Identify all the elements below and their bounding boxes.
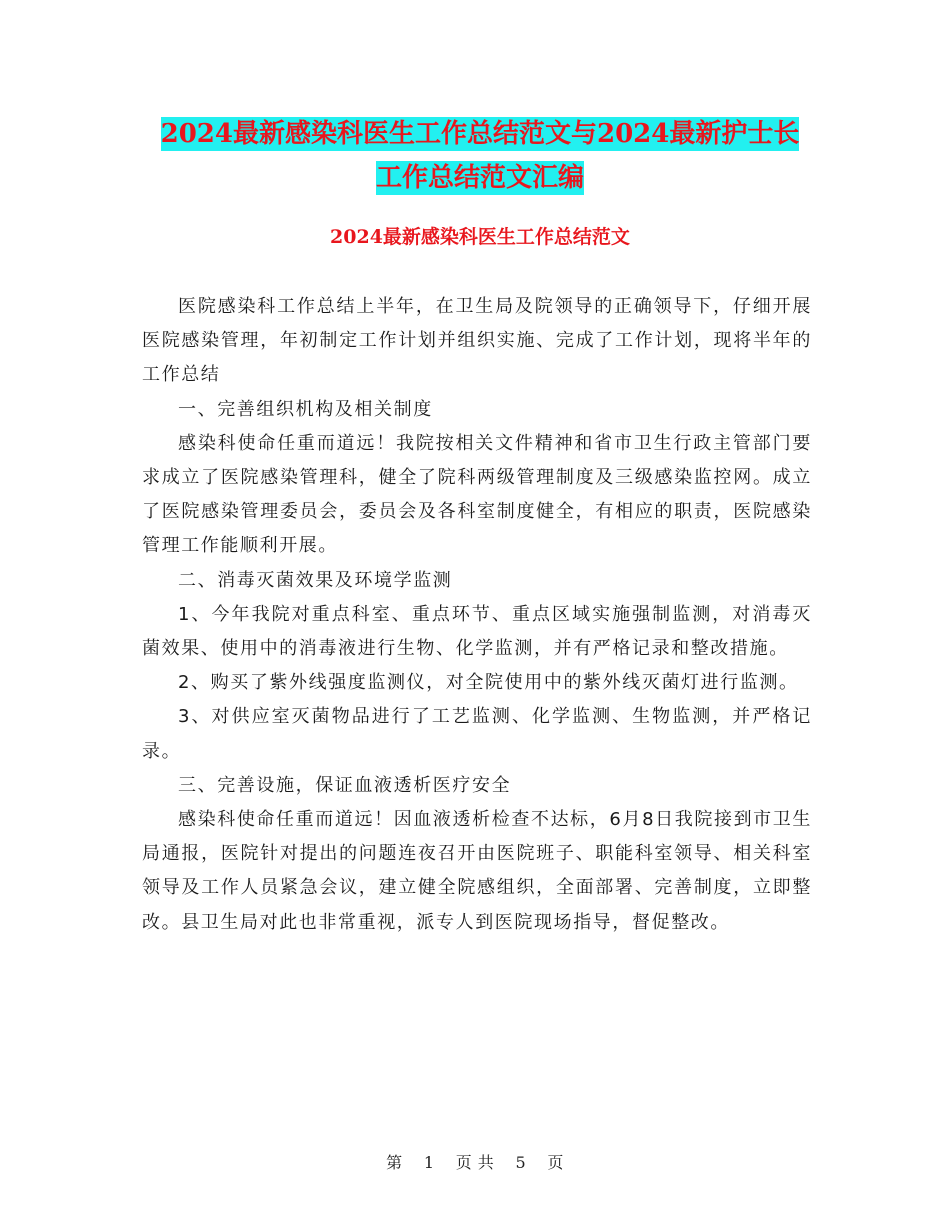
document-title [130,112,830,200]
paragraph-disinfection-2: 2、购买了紫外线强度监测仪，对全院使用中的紫外线灭菌灯进行监测。 [178,672,799,694]
section-title: 2024最新感染科医生工作总结范文 [330,226,630,248]
paragraph-disinfection-1: 1、今年我院对重点科室、重点环节、重点区域实施强制监测，对消毒灭菌效果、使用中的消毒液进行生物、化学监测，并有严格记录和整改措施。 [142,603,812,660]
heading-organization: 一、完善组织机构及相关制度 [178,398,433,420]
footer-suffix: 页 [547,1153,564,1172]
footer-total-pages: 5 [515,1153,527,1172]
footer-prefix: 第 [386,1153,403,1172]
paragraph-dialysis: 感染科使命任重而道远！因血液透析检查不达标，6月8日我院接到市卫生局通报，医院针对提出的问题连夜召开由医院班子、职能科室领导、相关科室领导及工作人员紧急会议，建立健全院感组织，全面部署、完善制度，立即整改。县卫生局对此也非常重视，派专人到医院现场指导，督促整改。 [142,809,812,933]
footer-current-page: 1 [423,1153,435,1172]
heading-dialysis: 三、完善设施，保证血液透析医疗安全 [178,774,512,796]
document-title-line-1: 2024最新感染科医生工作总结范文与2024最新护士长 [160,119,800,149]
paragraph-intro: 医院感染科工作总结上半年，在卫生局及院领导的正确领导下，仔细开展医院感染管理，年初制定工作计划并组织实施、完成了工作计划，现将半年的工作总结 [142,296,812,386]
document-body [142,290,812,940]
heading-disinfection: 二、消毒灭菌效果及环境学监测 [178,569,453,591]
page-footer [0,1150,950,1173]
paragraph-organization: 感染科使命任重而道远！我院按相关文件精神和省市卫生行政主管部门要求成立了医院感染管理科，健全了院科两级管理制度及三级感染监控网。成立了医院感染管理委员会，委员会及各科室制度健全，有相应的职责，医院感染管理工作能顺利开展。 [142,432,812,557]
paragraph-disinfection-3: 3、对供应室灭菌物品进行了工艺监测、化学监测、生物监测，并严格记录。 [142,706,812,762]
footer-middle: 页 共 [455,1153,495,1172]
document-title-line-2: 工作总结范文汇编 [375,163,584,193]
